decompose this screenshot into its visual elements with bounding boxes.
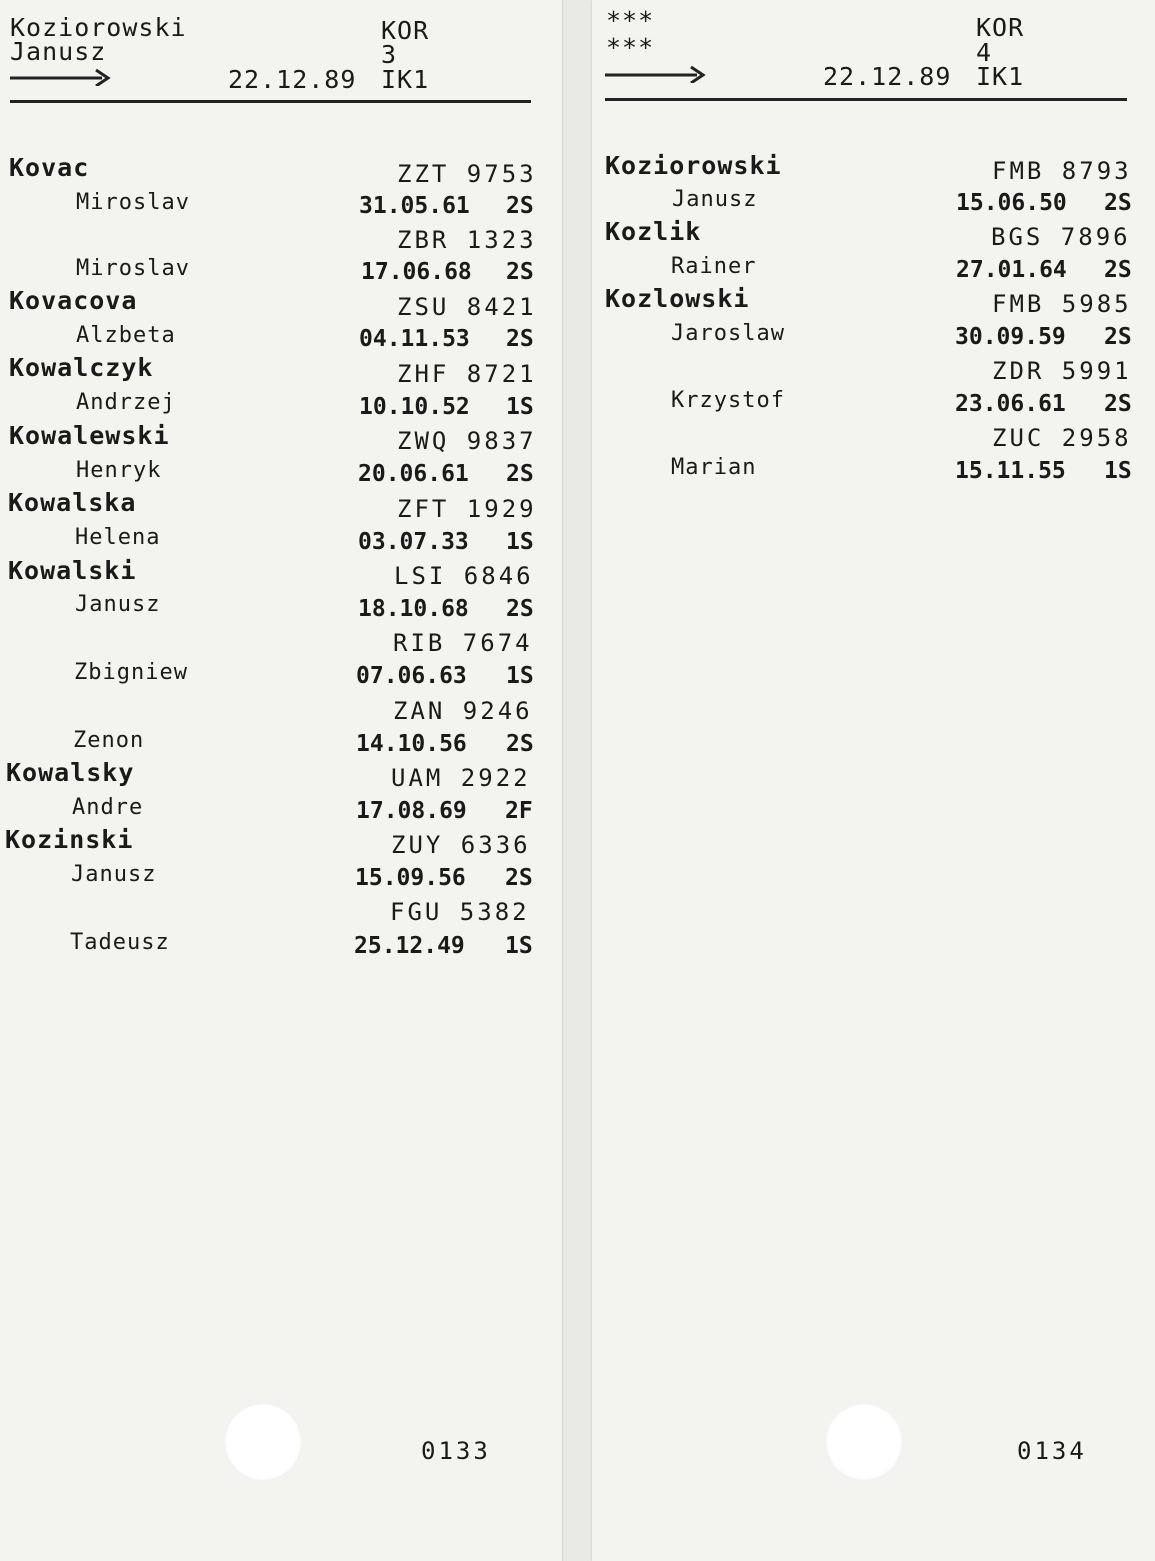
given-name: Zbigniew <box>74 660 188 685</box>
header-name-line1: Koziorowski <box>10 13 187 42</box>
header-list-id: IK1 <box>976 62 1025 91</box>
surname: Kowalska <box>8 488 137 517</box>
given-name: Andrzej <box>76 390 176 415</box>
birth-date: 23.06.61 <box>955 391 1066 417</box>
given-name: Helena <box>75 525 161 550</box>
given-name: Miroslav <box>76 190 190 215</box>
right-card <box>592 0 1155 1561</box>
birth-date: 17.06.68 <box>361 259 472 285</box>
header-name-line1: *** <box>606 6 655 35</box>
birth-date: 27.01.64 <box>956 257 1067 283</box>
class-code: 1S <box>506 663 534 689</box>
given-name: Henryk <box>76 458 162 483</box>
header-date: 22.12.89 <box>228 65 357 94</box>
class-code: 2S <box>506 461 534 487</box>
given-name: Jaroslaw <box>671 321 785 346</box>
birth-date: 15.09.56 <box>355 865 466 891</box>
birth-date: 20.06.61 <box>358 461 469 487</box>
birth-date: 17.08.69 <box>356 798 467 824</box>
class-code: 2S <box>506 259 534 285</box>
header-card-number: 3 <box>381 40 398 69</box>
given-name: Janusz <box>75 592 161 617</box>
given-name: Janusz <box>71 862 157 887</box>
left-card <box>0 0 562 1561</box>
birth-date: 31.05.61 <box>359 193 470 219</box>
record-code: ZZT 9753 <box>397 160 537 188</box>
record-code: ZDR 5991 <box>992 357 1132 385</box>
surname: Kowalsky <box>6 758 135 787</box>
birth-date: 25.12.49 <box>354 933 465 959</box>
class-code: 2S <box>1104 257 1132 283</box>
given-name: Krzystof <box>671 388 785 413</box>
surname: Kowalewski <box>9 421 170 450</box>
birth-date: 14.10.56 <box>356 731 467 757</box>
birth-date: 18.10.68 <box>358 596 469 622</box>
class-code: 1S <box>506 529 534 555</box>
header-name-line2: *** <box>606 33 655 62</box>
class-code: 2S <box>1104 190 1132 216</box>
class-code: 2S <box>505 865 533 891</box>
surname: Kozlik <box>605 217 702 246</box>
record-code: BGS 7896 <box>991 223 1131 251</box>
given-name: Miroslav <box>76 256 190 281</box>
birth-date: 30.09.59 <box>955 324 1066 350</box>
header-code: KOR <box>381 16 430 45</box>
class-code: 2F <box>505 798 533 824</box>
record-code: FMB 8793 <box>992 157 1132 185</box>
punch-hole <box>224 1403 302 1481</box>
surname: Koziorowski <box>605 151 782 180</box>
arrow-icon <box>10 66 112 88</box>
class-code: 2S <box>1104 391 1132 417</box>
record-code: ZHF 8721 <box>397 360 537 388</box>
given-name: Alzbeta <box>76 323 176 348</box>
header-code: KOR <box>976 13 1025 42</box>
header-rule <box>605 98 1127 101</box>
record-code: FGU 5382 <box>390 898 530 926</box>
given-name: Zenon <box>73 728 145 753</box>
given-name: Marian <box>671 455 757 480</box>
surname: Kovac <box>9 153 90 182</box>
record-code: ZWQ 9837 <box>397 427 537 455</box>
header-name-line2: Janusz <box>10 37 107 66</box>
header-list-id: IK1 <box>381 65 430 94</box>
record-code: ZUC 2958 <box>992 424 1132 452</box>
header-rule <box>10 100 531 103</box>
birth-date: 10.10.52 <box>359 394 470 420</box>
class-code: 1S <box>506 394 534 420</box>
class-code: 2S <box>506 731 534 757</box>
given-name: Rainer <box>671 254 757 279</box>
given-name: Andre <box>72 795 144 820</box>
birth-date: 15.06.50 <box>956 190 1067 216</box>
class-code: 1S <box>505 933 533 959</box>
surname: Kovacova <box>9 286 138 315</box>
birth-date: 07.06.63 <box>356 663 467 689</box>
class-code: 2S <box>506 193 534 219</box>
record-code: RIB 7674 <box>393 629 533 657</box>
surname: Kowalczyk <box>9 353 154 382</box>
page-number: 0133 <box>421 1437 491 1465</box>
punch-hole <box>825 1403 903 1481</box>
record-code: ZAN 9246 <box>393 697 533 725</box>
header-card-number: 4 <box>976 38 993 67</box>
class-code: 2S <box>506 596 534 622</box>
class-code: 2S <box>506 326 534 352</box>
arrow-icon <box>605 63 707 85</box>
surname: Kowalski <box>8 556 137 585</box>
record-code: LSI 6846 <box>394 562 534 590</box>
record-code: ZSU 8421 <box>397 293 537 321</box>
given-name: Tadeusz <box>70 930 170 955</box>
record-code: FMB 5985 <box>992 290 1132 318</box>
class-code: 2S <box>1104 324 1132 350</box>
header-date: 22.12.89 <box>823 62 952 91</box>
record-code: ZUY 6336 <box>391 831 531 859</box>
record-code: ZBR 1323 <box>397 226 537 254</box>
record-code: ZFT 1929 <box>397 495 537 523</box>
class-code: 1S <box>1104 458 1132 484</box>
surname: Kozinski <box>5 825 134 854</box>
birth-date: 15.11.55 <box>955 458 1066 484</box>
birth-date: 04.11.53 <box>359 326 470 352</box>
page-number: 0134 <box>1017 1437 1087 1465</box>
birth-date: 03.07.33 <box>358 529 469 555</box>
surname: Kozlowski <box>605 284 750 313</box>
card-gap <box>562 0 594 1561</box>
given-name: Janusz <box>672 187 758 212</box>
record-code: UAM 2922 <box>391 764 531 792</box>
